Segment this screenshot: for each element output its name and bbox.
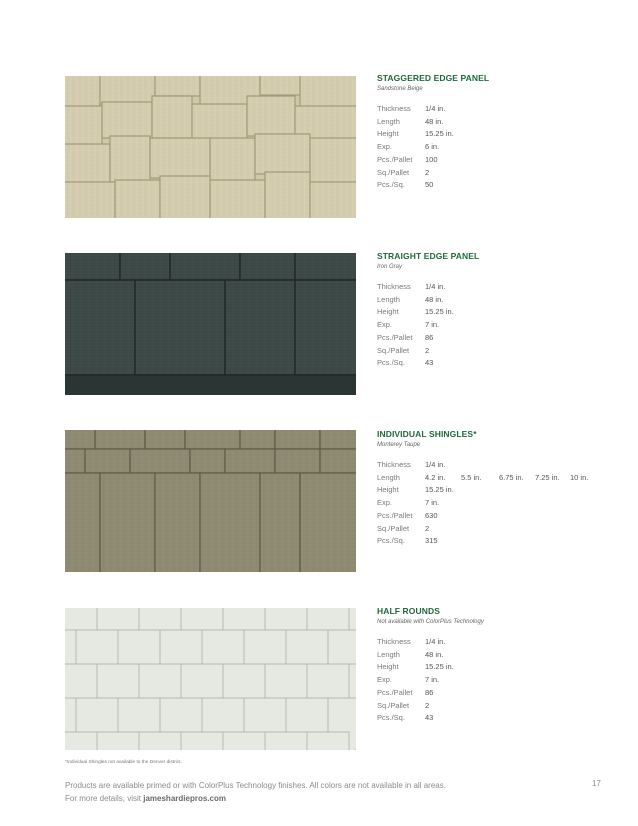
footnote: *Individual Shingles not available to the Denver district. [65, 760, 182, 765]
product-color: Iron Gray [377, 264, 403, 270]
spec-label: Thickness [377, 460, 411, 469]
spec-row [377, 472, 627, 485]
spec-value-extra: 5.5 in. [461, 472, 482, 482]
spec-row [377, 700, 627, 713]
spec-value: 43 [425, 713, 434, 723]
spec-row [377, 294, 627, 307]
spec-row [377, 459, 627, 472]
spec-row [377, 306, 627, 319]
spec-label: Height [377, 129, 399, 139]
spec-value: 1/4 in. [425, 460, 446, 469]
spec-value: 43 [425, 358, 434, 368]
spec-value: 1/4 in. [425, 104, 446, 113]
product-title: INDIVIDUAL SHINGLES* [377, 429, 477, 439]
spec-label: Exp. [377, 320, 393, 330]
product-note: Not available with ColorPlus Technology [377, 619, 484, 625]
spec-value: 1/4 in. [425, 637, 446, 646]
spec-value: 100 [425, 154, 438, 164]
spec-row [377, 116, 627, 129]
spec-label: Length [377, 294, 400, 304]
spec-row [377, 712, 627, 725]
spec-label: Exp. [377, 498, 393, 508]
straight-edge-panel-image [65, 253, 356, 395]
spec-value: 48 in. [425, 649, 444, 659]
spec-label: Thickness [377, 282, 411, 291]
spec-row [377, 523, 627, 536]
spec-value-extra: 10 in. [570, 472, 589, 482]
spec-value: 6 in. [425, 142, 440, 152]
spec-label: Pcs./Sq. [377, 358, 405, 368]
spec-value: 15.25 in. [425, 485, 454, 495]
spec-label: Pcs./Sq. [377, 180, 405, 190]
spec-value: 50 [425, 180, 434, 190]
page-number: 17 [592, 779, 601, 788]
product-color: Sandstone Beige [377, 86, 423, 92]
product-title: STAGGERED EDGE PANEL [377, 73, 490, 83]
spec-value: 2 [425, 700, 430, 710]
spec-row [377, 345, 627, 358]
spec-value: 48 in. [425, 116, 444, 126]
spec-row [377, 281, 627, 294]
spec-row [377, 332, 627, 345]
spec-table [377, 636, 627, 725]
spec-row [377, 636, 627, 649]
spec-value: 2 [425, 523, 430, 533]
spec-label: Pcs./Pallet [377, 154, 413, 164]
spec-value-extra: 6.75 in. [499, 472, 524, 482]
spec-label: Pcs./Sq. [377, 713, 405, 723]
spec-label: Sq./Pallet [377, 345, 410, 355]
product-title: HALF ROUNDS [377, 606, 440, 616]
spec-block-straight-edge [377, 251, 627, 370]
spec-label: Exp. [377, 142, 393, 152]
spec-label: Thickness [377, 637, 411, 646]
spec-value: 15.25 in. [425, 662, 454, 672]
spec-row [377, 674, 627, 687]
spec-label: Height [377, 662, 399, 672]
spec-row [377, 103, 627, 116]
spec-label: Length [377, 649, 400, 659]
staggered-edge-panel-image [65, 76, 356, 218]
spec-label: Sq./Pallet [377, 167, 410, 177]
spec-row [377, 535, 627, 548]
spec-label: Height [377, 485, 399, 495]
website-link[interactable]: jameshardiepros.com [143, 794, 226, 803]
spec-row [377, 497, 627, 510]
spec-row [377, 319, 627, 332]
spec-label: Sq./Pallet [377, 700, 410, 710]
spec-label: Sq./Pallet [377, 523, 410, 533]
spec-label: Pcs./Pallet [377, 687, 413, 697]
spec-row [377, 179, 627, 192]
spec-row [377, 510, 627, 523]
spec-row [377, 661, 627, 674]
spec-value: 15.25 in. [425, 307, 454, 317]
spec-table [377, 103, 627, 192]
spec-block-half-rounds [377, 606, 627, 725]
spec-value: 1/4 in. [425, 282, 446, 291]
spec-value: 630 [425, 510, 438, 520]
spec-value: 15.25 in. [425, 129, 454, 139]
spec-row [377, 649, 627, 662]
page-footer [65, 779, 446, 805]
spec-table [377, 459, 627, 548]
spec-label: Pcs./Pallet [377, 510, 413, 520]
spec-value: 2 [425, 345, 430, 355]
spec-row [377, 357, 627, 370]
spec-row [377, 154, 627, 167]
spec-label: Thickness [377, 104, 411, 113]
spec-label: Exp. [377, 675, 393, 685]
product-title: STRAIGHT EDGE PANEL [377, 251, 480, 261]
spec-block-staggered-edge [377, 73, 627, 192]
spec-label: Length [377, 472, 400, 482]
spec-row [377, 167, 627, 180]
spec-row [377, 484, 627, 497]
spec-value-extra: 7.25 in. [535, 472, 560, 482]
spec-label: Pcs./Pallet [377, 332, 413, 342]
individual-shingles-image [65, 430, 356, 572]
half-rounds-image [65, 608, 356, 750]
spec-value: 2 [425, 167, 430, 177]
spec-value: 7 in. [425, 498, 440, 508]
spec-block-individual-shingles [377, 429, 627, 548]
spec-value: 7 in. [425, 320, 440, 330]
footer-details-line [65, 792, 446, 805]
footer-availability-note: Products are available primed or with ColorPlus Technology finishes. All colors are not available in all areas. [65, 781, 446, 790]
spec-label: Length [377, 116, 400, 126]
spec-table [377, 281, 627, 370]
spec-value: 7 in. [425, 675, 440, 685]
product-color: Monterey Taupe [377, 442, 421, 448]
spec-value: 86 [425, 687, 434, 697]
spec-value: 86 [425, 332, 434, 342]
spec-value: 315 [425, 536, 438, 546]
spec-label: Pcs./Sq. [377, 536, 405, 546]
spec-row [377, 687, 627, 700]
spec-value: 48 in. [425, 294, 444, 304]
footer-details-prefix: For more details, visit [65, 794, 144, 803]
spec-value: 4.2 in. [425, 472, 446, 482]
spec-row [377, 141, 627, 154]
spec-row [377, 128, 627, 141]
spec-label: Height [377, 307, 399, 317]
